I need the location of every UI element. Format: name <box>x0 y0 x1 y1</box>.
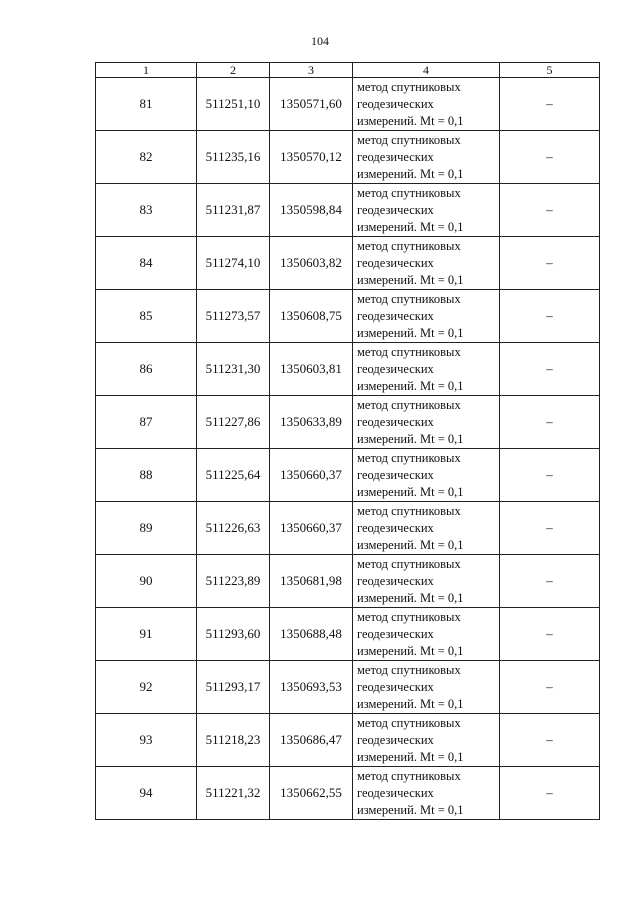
table-row <box>96 767 600 820</box>
note-cell: – <box>500 184 600 237</box>
note-cell: – <box>500 555 600 608</box>
y-coordinate-cell: 1350603,81 <box>270 343 353 396</box>
point-number-cell: 90 <box>96 555 197 608</box>
x-coordinate-cell: 511273,57 <box>197 290 270 343</box>
x-coordinate-cell: 511251,10 <box>197 78 270 131</box>
method-line: геодезических <box>357 467 434 482</box>
method-cell <box>353 131 500 184</box>
x-coordinate-cell: 511225,64 <box>197 449 270 502</box>
method-line: геодезических <box>357 626 434 641</box>
method-line: геодезических <box>357 149 434 164</box>
method-line: измерений. Mt = 0,1 <box>357 378 464 393</box>
column-header-5: 5 <box>500 63 600 78</box>
y-coordinate-cell: 1350608,75 <box>270 290 353 343</box>
note-cell: – <box>500 290 600 343</box>
note-cell: – <box>500 449 600 502</box>
column-header-2: 2 <box>197 63 270 78</box>
method-cell <box>353 290 500 343</box>
point-number-cell: 82 <box>96 131 197 184</box>
note-cell: – <box>500 237 600 290</box>
method-line: измерений. Mt = 0,1 <box>357 696 464 711</box>
y-coordinate-cell: 1350681,98 <box>270 555 353 608</box>
method-cell <box>353 767 500 820</box>
method-line: метод спутниковых <box>357 291 461 306</box>
x-coordinate-cell: 511221,32 <box>197 767 270 820</box>
x-coordinate-cell: 511227,86 <box>197 396 270 449</box>
method-line: измерений. Mt = 0,1 <box>357 166 464 181</box>
table-row <box>96 555 600 608</box>
method-line: геодезических <box>357 732 434 747</box>
x-coordinate-cell: 511235,16 <box>197 131 270 184</box>
point-number-cell: 87 <box>96 396 197 449</box>
table-row <box>96 343 600 396</box>
table-row <box>96 131 600 184</box>
method-line: метод спутниковых <box>357 344 461 359</box>
table-row <box>96 502 600 555</box>
method-cell <box>353 714 500 767</box>
method-line: измерений. Mt = 0,1 <box>357 325 464 340</box>
method-line: метод спутниковых <box>357 662 461 677</box>
method-line: геодезических <box>357 414 434 429</box>
y-coordinate-cell: 1350686,47 <box>270 714 353 767</box>
method-cell <box>353 449 500 502</box>
method-cell <box>353 608 500 661</box>
table-row <box>96 396 600 449</box>
method-cell <box>353 502 500 555</box>
method-cell <box>353 237 500 290</box>
note-cell: – <box>500 78 600 131</box>
method-cell <box>353 343 500 396</box>
method-line: метод спутниковых <box>357 79 461 94</box>
note-cell: – <box>500 767 600 820</box>
table-row <box>96 608 600 661</box>
x-coordinate-cell: 511293,17 <box>197 661 270 714</box>
point-number-cell: 88 <box>96 449 197 502</box>
y-coordinate-cell: 1350570,12 <box>270 131 353 184</box>
method-line: измерений. Mt = 0,1 <box>357 484 464 499</box>
note-cell: – <box>500 502 600 555</box>
method-line: геодезических <box>357 520 434 535</box>
x-coordinate-cell: 511231,30 <box>197 343 270 396</box>
x-coordinate-cell: 511218,23 <box>197 714 270 767</box>
method-line: геодезических <box>357 255 434 270</box>
method-cell <box>353 78 500 131</box>
y-coordinate-cell: 1350633,89 <box>270 396 353 449</box>
point-number-cell: 85 <box>96 290 197 343</box>
method-line: измерений. Mt = 0,1 <box>357 537 464 552</box>
y-coordinate-cell: 1350662,55 <box>270 767 353 820</box>
method-line: метод спутниковых <box>357 450 461 465</box>
page-number: 104 <box>311 34 329 48</box>
table-row <box>96 449 600 502</box>
method-line: измерений. Mt = 0,1 <box>357 272 464 287</box>
point-number-cell: 89 <box>96 502 197 555</box>
method-line: геодезических <box>357 679 434 694</box>
y-coordinate-cell: 1350603,82 <box>270 237 353 290</box>
y-coordinate-cell: 1350598,84 <box>270 184 353 237</box>
column-header-3: 3 <box>270 63 353 78</box>
method-line: геодезических <box>357 96 434 111</box>
column-header-1: 1 <box>96 63 197 78</box>
table-row <box>96 184 600 237</box>
method-line: измерений. Mt = 0,1 <box>357 802 464 817</box>
point-number-cell: 92 <box>96 661 197 714</box>
y-coordinate-cell: 1350660,37 <box>270 449 353 502</box>
method-line: геодезических <box>357 573 434 588</box>
column-header-4: 4 <box>353 63 500 78</box>
point-number-cell: 86 <box>96 343 197 396</box>
method-cell <box>353 396 500 449</box>
method-line: метод спутниковых <box>357 185 461 200</box>
method-line: метод спутниковых <box>357 397 461 412</box>
x-coordinate-cell: 511274,10 <box>197 237 270 290</box>
table-row <box>96 714 600 767</box>
note-cell: – <box>500 661 600 714</box>
note-cell: – <box>500 714 600 767</box>
method-cell <box>353 555 500 608</box>
method-cell <box>353 184 500 237</box>
method-line: измерений. Mt = 0,1 <box>357 219 464 234</box>
method-line: геодезических <box>357 202 434 217</box>
method-line: метод спутниковых <box>357 238 461 253</box>
x-coordinate-cell: 511293,60 <box>197 608 270 661</box>
table-row <box>96 290 600 343</box>
point-number-cell: 91 <box>96 608 197 661</box>
x-coordinate-cell: 511226,63 <box>197 502 270 555</box>
method-line: измерений. Mt = 0,1 <box>357 431 464 446</box>
x-coordinate-cell: 511223,89 <box>197 555 270 608</box>
method-cell <box>353 661 500 714</box>
coordinates-table <box>95 62 600 820</box>
method-line: геодезических <box>357 361 434 376</box>
table-row <box>96 78 600 131</box>
method-line: метод спутниковых <box>357 556 461 571</box>
method-line: метод спутниковых <box>357 609 461 624</box>
method-line: метод спутниковых <box>357 715 461 730</box>
point-number-cell: 94 <box>96 767 197 820</box>
method-line: метод спутниковых <box>357 132 461 147</box>
method-line: метод спутниковых <box>357 768 461 783</box>
table-row <box>96 661 600 714</box>
method-line: измерений. Mt = 0,1 <box>357 590 464 605</box>
y-coordinate-cell: 1350688,48 <box>270 608 353 661</box>
y-coordinate-cell: 1350660,37 <box>270 502 353 555</box>
method-line: геодезических <box>357 785 434 800</box>
y-coordinate-cell: 1350571,60 <box>270 78 353 131</box>
point-number-cell: 84 <box>96 237 197 290</box>
method-line: измерений. Mt = 0,1 <box>357 113 464 128</box>
note-cell: – <box>500 131 600 184</box>
x-coordinate-cell: 511231,87 <box>197 184 270 237</box>
method-line: метод спутниковых <box>357 503 461 518</box>
method-line: измерений. Mt = 0,1 <box>357 643 464 658</box>
table-row <box>96 237 600 290</box>
y-coordinate-cell: 1350693,53 <box>270 661 353 714</box>
note-cell: – <box>500 396 600 449</box>
point-number-cell: 93 <box>96 714 197 767</box>
note-cell: – <box>500 608 600 661</box>
point-number-cell: 81 <box>96 78 197 131</box>
point-number-cell: 83 <box>96 184 197 237</box>
method-line: измерений. Mt = 0,1 <box>357 749 464 764</box>
table-header-row <box>96 63 600 78</box>
method-line: геодезических <box>357 308 434 323</box>
note-cell: – <box>500 343 600 396</box>
